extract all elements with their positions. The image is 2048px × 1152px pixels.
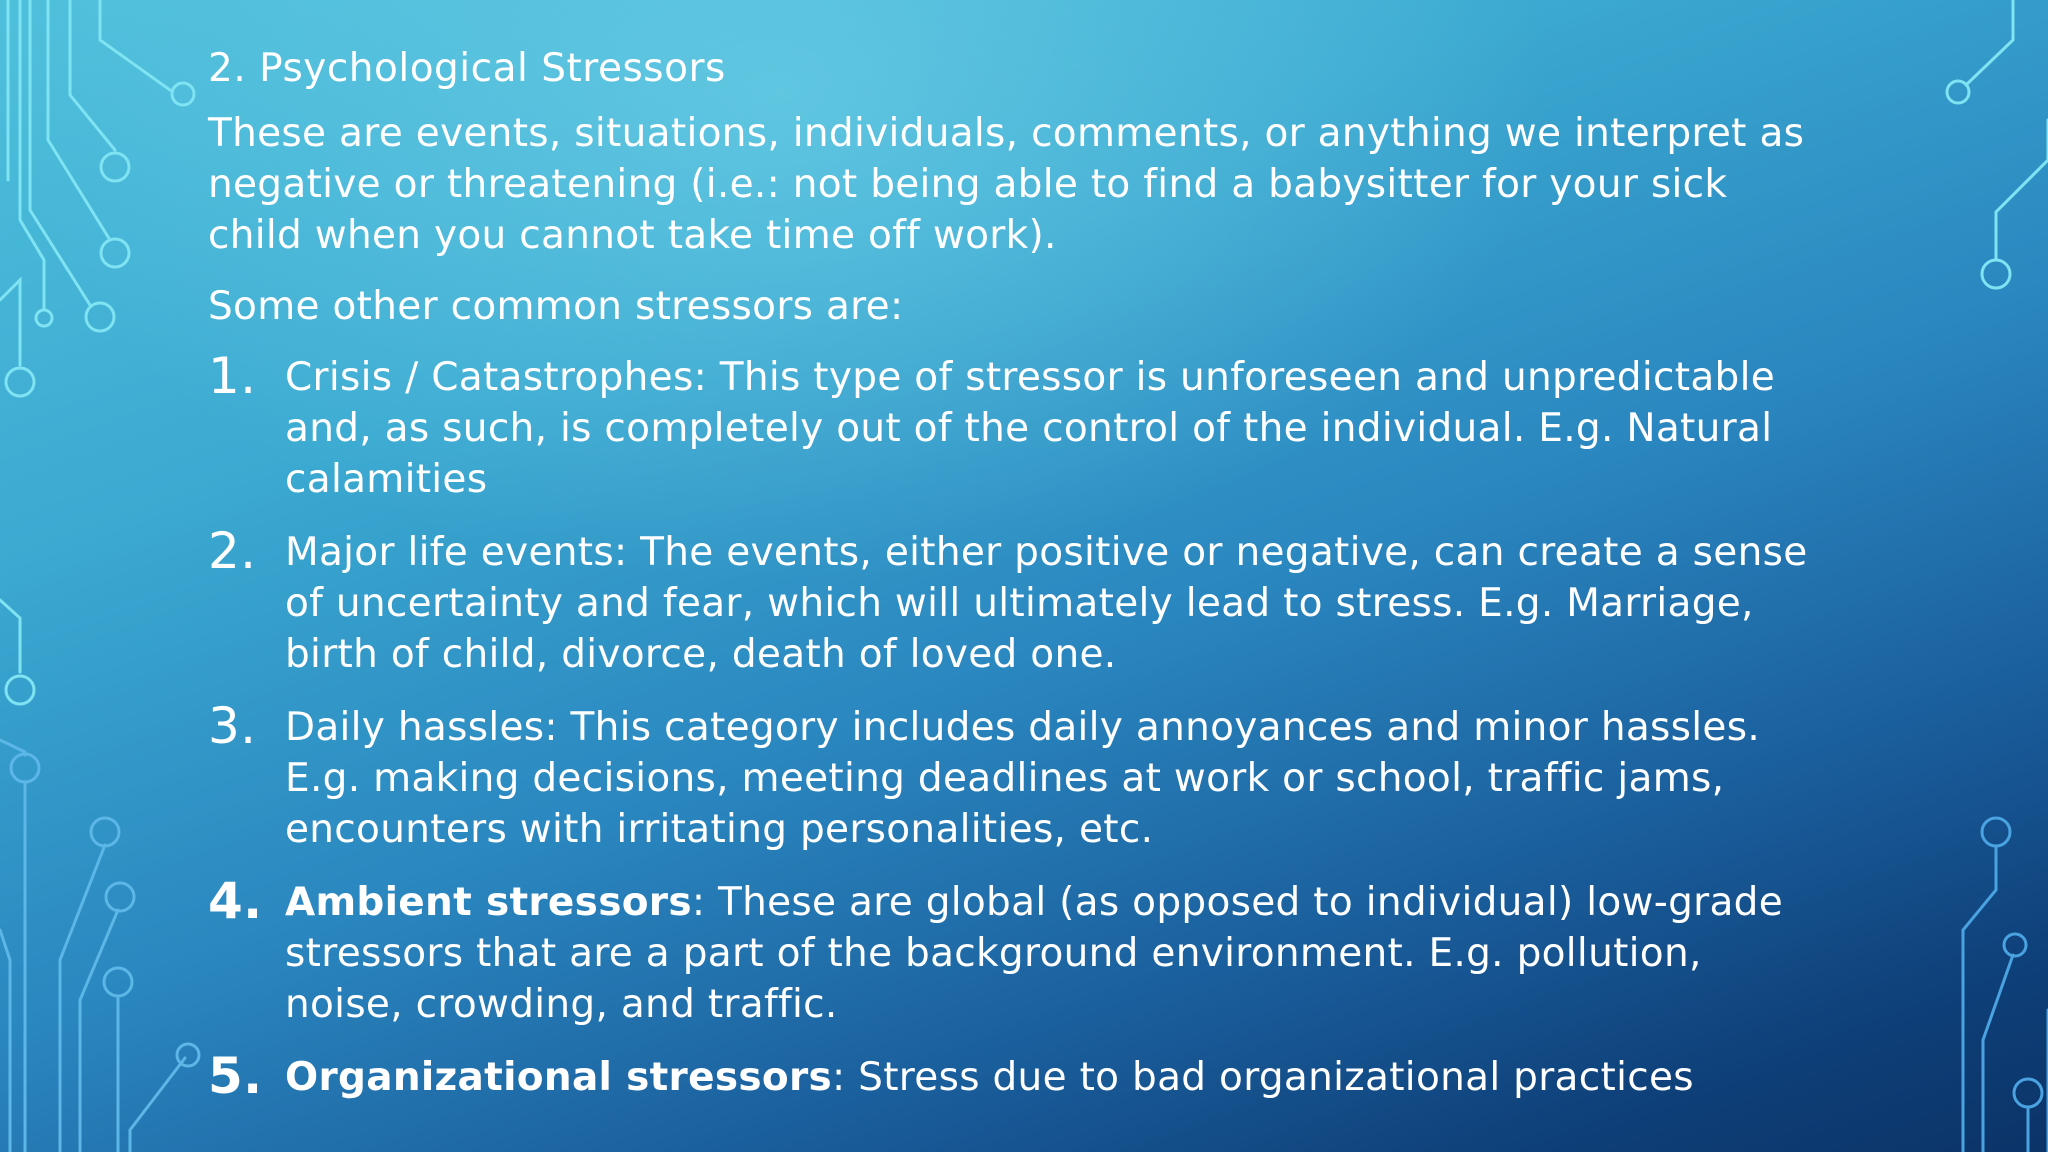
- stressor-list: [208, 347, 1828, 1105]
- list-item-text: Crisis / Catastrophes: This type of stressor is unforeseen and unpredictable and, as such, is completely out of the control of the individual. E.g. Natural calamities: [285, 355, 1776, 502]
- slide-content: [208, 38, 1828, 1125]
- list-number: 4.: [208, 872, 263, 930]
- list-number: 1.: [208, 347, 257, 405]
- list-item: [208, 522, 1828, 680]
- lead-paragraph: Some other common stressors are:: [208, 284, 904, 329]
- list-item: [208, 347, 1828, 505]
- list-item: [208, 872, 1828, 1030]
- list-item-text: : These are global (as opposed to individual) low-grade stressors that are a part of the background environment. E.g. pollution, noise, crowding, and traffic.: [285, 880, 1784, 1027]
- list-item-text: : Stress due to bad organizational practices: [832, 1055, 1694, 1100]
- circuit-decoration-left: [0, 0, 240, 1152]
- intro-paragraph: These are events, situations, individuals, comments, or anything we interpret as negative or threatening (i.e.: not being able to find a babysitter for your sick child when you cannot take time off work).: [208, 111, 1805, 258]
- list-item: [208, 1047, 1828, 1105]
- list-item-term: Organizational stressors: [285, 1055, 833, 1100]
- slide-heading: 2. Psychological Stressors: [208, 46, 726, 91]
- list-number: 5.: [208, 1047, 263, 1105]
- list-item-term: Ambient stressors: [285, 880, 692, 925]
- list-number: 3.: [208, 697, 257, 755]
- list-item-text: Daily hassles: This category includes daily annoyances and minor hassles. E.g. making decisions, meeting deadlines at work or school, traffic jams, encounters with irritating personalities, etc.: [285, 705, 1761, 852]
- list-item-text: Major life events: The events, either positive or negative, can create a sense of uncertainty and fear, which will ultimately lead to stress. E.g. Marriage, birth of child, divorce, death of loved one.: [285, 530, 1808, 677]
- list-number: 2.: [208, 522, 257, 580]
- list-item: [208, 697, 1828, 855]
- circuit-decoration-right: [1908, 0, 2048, 1152]
